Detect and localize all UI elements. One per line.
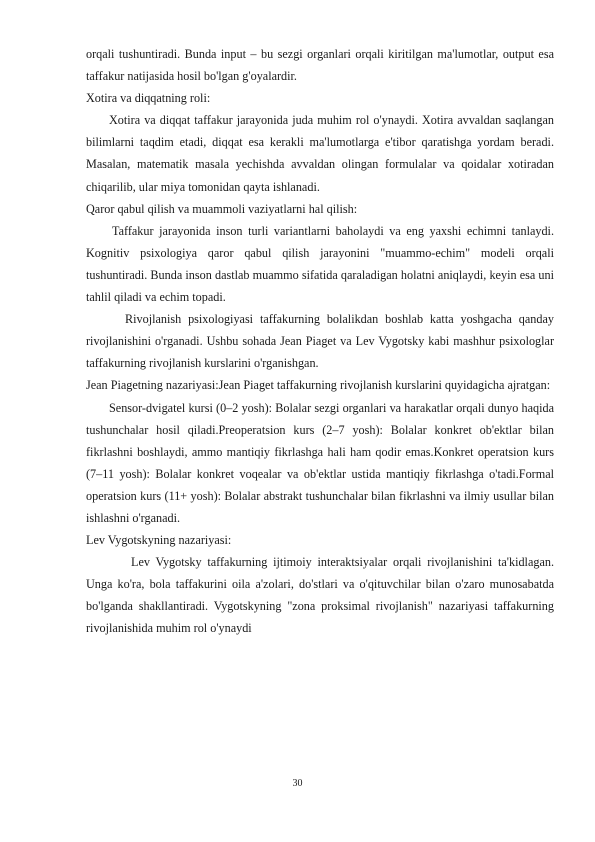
paragraph-vygotsky-theory: Lev Vygotsky taffakurning ijtimoiy interaktsiyalar orqali rivojlanishini ta'kidlagan. Unga ko'ra, bola taffakurini oila a'zolari, do'stlari va o'qituvchilar bilan o'zaro munosabatda bo'lganda shakllantiradi. Vygotskyning "zona proksimal rivojlanish" nazariyasi taffakurning rivojlanishida muhim rol o'ynaydi <box>86 555 554 636</box>
paragraph-input-output: orqali tushuntiradi. Bunda input – bu sezgi organlari orqali kiritilgan ma'lumotlar, output esa taffakur natijasida hosil bo'lgan g'oyalardir. <box>86 47 554 84</box>
paragraph-decision-making: Taffakur jarayonida inson turli variantlarni baholaydi va eng yaxshi echimni tanlaydi. Kognitiv psixologiya qaror qabul qilish jarayonini "muammo-echim" modeli orqali tushuntiradi. Bunda inson dastlab muammo sifatida qaraladigan holatni aniqlaydi, keyin esa uni tahlil qiladi va echim topadi. <box>86 223 554 305</box>
heading-decision-making: Qaror qabul qilish va muammoli vaziyatlarni hal qilish: <box>86 201 358 216</box>
page-number: 30 <box>292 778 303 789</box>
paragraph-piaget-theory: Jean Piagetning nazariyasi:Jean Piaget taffakurning rivojlanish kurslarini quyidagicha ajratgan: <box>86 378 551 393</box>
page-body <box>86 43 554 640</box>
paragraph-memory-attention: Xotira va diqqat taffakur jarayonida juda muhim rol o'ynaydi. Xotira avvaldan saqlangan bilimlarni taqdim etadi, diqqat esa kerakli ma'lumotlarga e'tibor qaratishga yordam beradi. Masalan, matematik masala yechishda avvaldan olingan formulalar va qoidalar xotiradan chiqarilib, ular miya tomonidan qayta ishlanadi. <box>86 113 554 194</box>
paragraph-piaget-stages: Sensor-dvigatel kursi (0–2 yosh): Bolalar sezgi organlari va harakatlar orqali dunyo haqida tushunchalar hosil qiladi.Preoperatsion kurs (2–7 yosh): Bolalar konkret ob'ektlar bilan fikrlashni boshlaydi, ammo mantiqiy fikrlashga hali ham qodir emas.Konkret operatsion kurs (7–11 yosh): Bolalar konkret voqealar va ob'ektlar ustida mantiqiy fikrlashga o'tadi.Formal operatsion kurs (11+ yosh): Bolalar abstrakt tushunchalar bilan fikrlashni va ilmiy usullar bilan ishlashni o'rganadi. <box>86 400 554 525</box>
paragraph-developmental-psychology: Rivojlanish psixologiyasi taffakurning bolalikdan boshlab katta yoshgacha qanday rivojlanishini o'rganadi. Ushbu sohada Jean Piaget va Lev Vygotsky kabi mashhur psixologlar taffakurning rivojlanish kurslarini o'rganishgan. <box>86 312 554 371</box>
heading-memory-attention: Xotira va diqqatning roli: <box>86 91 211 106</box>
heading-vygotsky-theory: Lev Vygotskyning nazariyasi: <box>86 533 232 548</box>
